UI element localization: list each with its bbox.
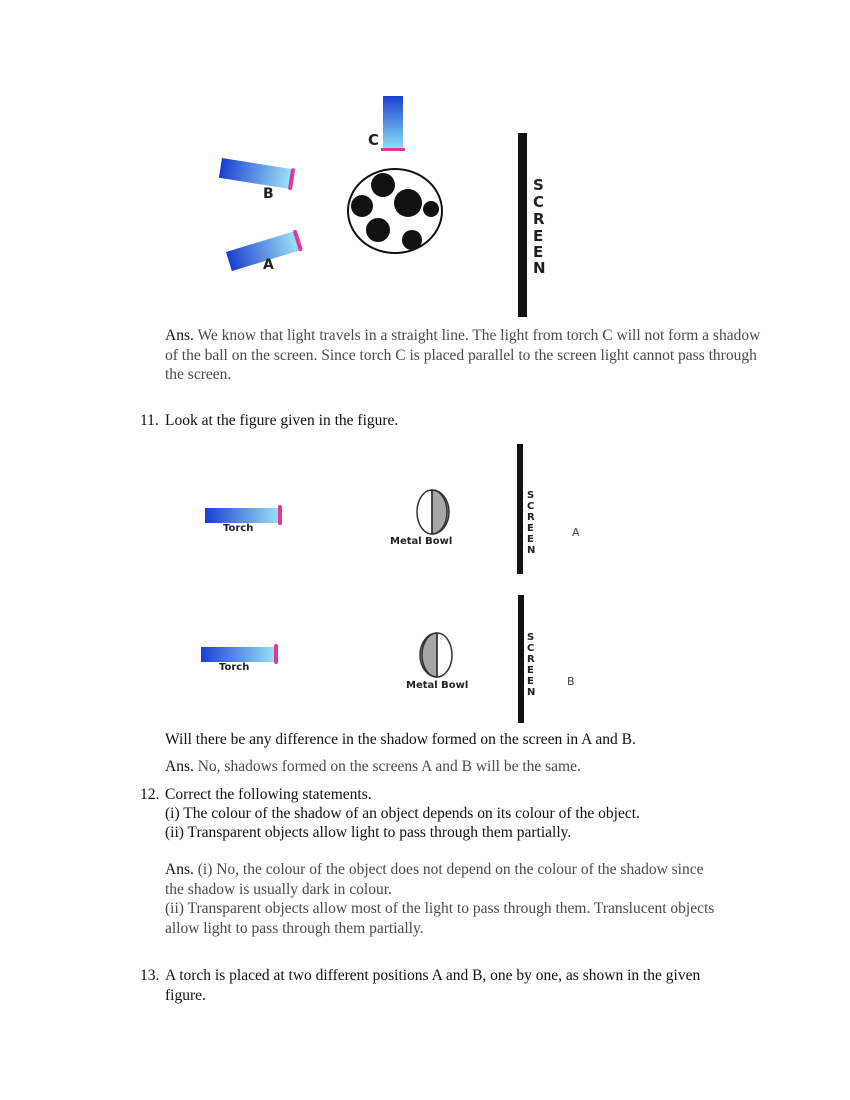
svg-text:R: R — [527, 654, 535, 665]
answer-10 — [165, 326, 765, 385]
question-12-statement-2: (ii) Transparent objects allow light to pass through them partially. — [165, 824, 572, 841]
answer-12-part-2: (ii) Transparent objects allow most of the light to pass through them. Translucent objects allow light to pass through them partially. — [165, 900, 715, 937]
svg-text:N: N — [533, 259, 546, 277]
torch-a-label: A — [263, 257, 274, 273]
ball — [348, 169, 442, 253]
setup-a — [205, 444, 580, 574]
bowl-label-a: Metal Bowl — [390, 536, 453, 547]
answer-text: We know that light travels in a straight line. The light from torch C will not form a shadow of the ball on the screen. Since torch C is placed parallel to the screen light cannot pass through the screen. — [165, 327, 761, 383]
svg-text:E: E — [527, 665, 534, 676]
torch-b-label: B — [263, 186, 274, 202]
bowl-label-b: Metal Bowl — [406, 680, 469, 691]
figure-torches-ball-screen — [0, 0, 850, 330]
question-12-statement-1: (i) The colour of the shadow of an object depends on its colour of the object. — [165, 805, 640, 822]
svg-text:N: N — [527, 687, 536, 698]
answer-12-part-1 — [165, 860, 725, 899]
torch-c-label: C — [368, 131, 380, 149]
answer-text: (i) No, the colour of the object does not depend on the colour of the shadow since the shadow is usually dark in colour. — [165, 861, 704, 898]
question-13-number: 13. — [140, 967, 160, 984]
torch-label-a: Torch — [223, 523, 254, 534]
svg-text:S: S — [533, 176, 544, 194]
svg-text:E: E — [533, 243, 544, 261]
answer-label: Ans. — [165, 327, 194, 344]
question-11-followup: Will there be any difference in the shadow formed on the screen in A and B. — [165, 731, 636, 748]
screen-a-label — [527, 490, 535, 556]
question-13-text: A torch is placed at two different positions A and B, one by one, as shown in the given figure. — [165, 967, 701, 1004]
metal-bowl-a — [417, 490, 449, 534]
svg-text:E: E — [527, 676, 534, 687]
answer-label: Ans. — [165, 861, 194, 878]
question-12-title: Correct the following statements. — [165, 786, 372, 803]
svg-text:E: E — [533, 227, 544, 245]
torch-c — [381, 96, 405, 151]
position-b-label: B — [567, 675, 575, 688]
position-a-label: A — [572, 526, 580, 539]
screen-b-bar — [518, 595, 524, 723]
figure-torch-bowl-screen — [0, 440, 850, 730]
svg-text:C: C — [527, 501, 535, 512]
question-12-number: 12. — [140, 786, 160, 803]
torch-label-b: Torch — [219, 662, 250, 673]
question-11-text: Look at the figure given in the figure. — [165, 412, 399, 429]
screen-label — [533, 176, 546, 277]
svg-text:E: E — [527, 523, 534, 534]
svg-text:C: C — [533, 193, 545, 211]
screen-b-label — [527, 632, 535, 698]
metal-bowl-b — [420, 633, 452, 677]
svg-text:C: C — [527, 643, 535, 654]
svg-text:E: E — [527, 534, 534, 545]
question-11-number: 11. — [140, 412, 159, 429]
answer-label: Ans. — [165, 758, 194, 775]
torch-b — [219, 157, 296, 190]
svg-text:N: N — [527, 545, 536, 556]
torch-b2 — [201, 644, 278, 664]
torch-a2 — [205, 505, 282, 525]
svg-text:S: S — [527, 632, 535, 643]
answer-text: No, shadows formed on the screens A and B will be the same. — [197, 758, 581, 775]
answer-12 — [165, 860, 725, 938]
svg-text:R: R — [527, 512, 535, 523]
screen-bar — [518, 133, 527, 317]
svg-text:R: R — [533, 210, 545, 228]
svg-text:S: S — [527, 490, 535, 501]
screen-a-bar — [517, 444, 523, 574]
answer-11 — [165, 757, 765, 777]
setup-b — [201, 595, 575, 723]
